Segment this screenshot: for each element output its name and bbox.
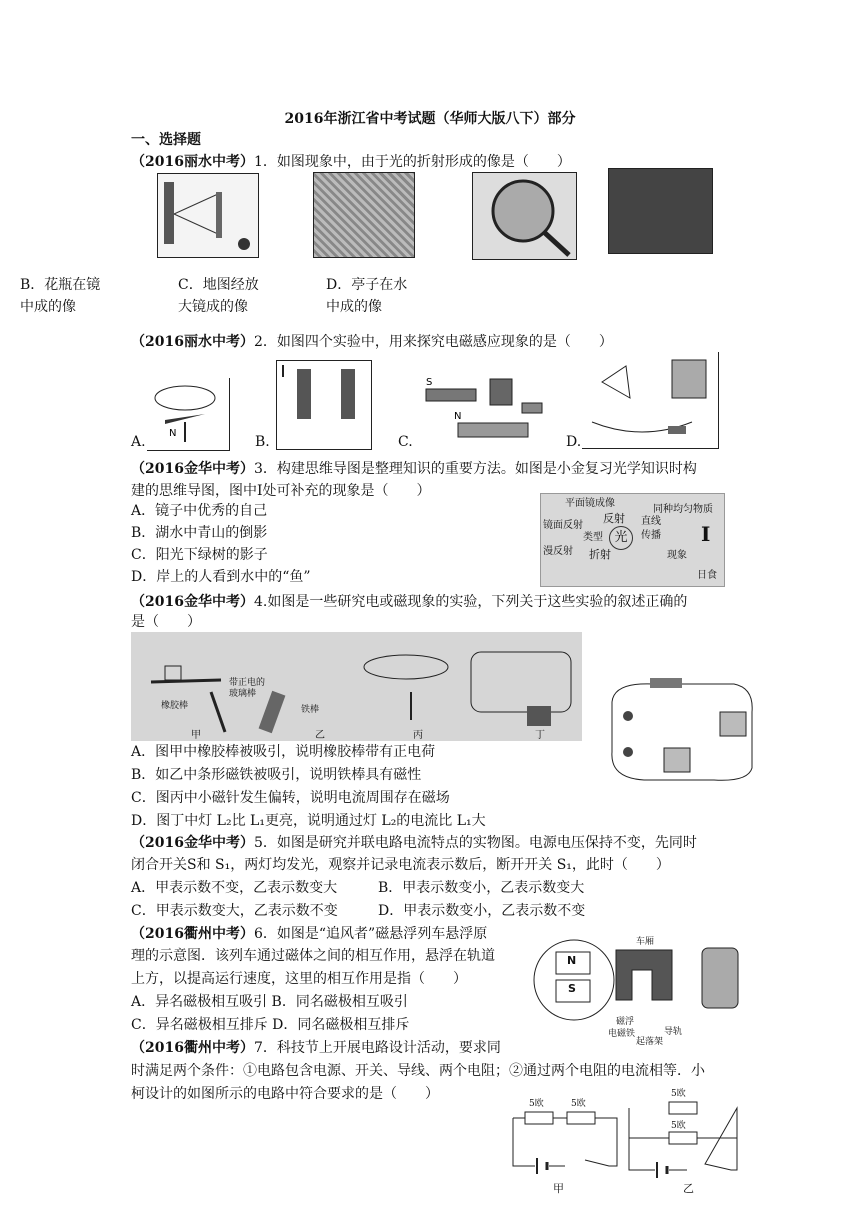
motor-diagram: [582, 352, 718, 448]
question-6-line3: 上方，以提高运行速度，这里的相互作用是指（ ）: [131, 971, 467, 987]
mm-eclipse: 日食: [697, 570, 717, 581]
question-2: [131, 332, 613, 352]
svg-text:N: N: [169, 428, 177, 439]
question-text: 2．如图四个实验中，用来探究电磁感应现象的是（ ）: [253, 334, 613, 350]
question-3-line1: [131, 459, 697, 479]
question-source: （2016衢州中考）: [131, 926, 254, 942]
mm-plane-mirror: 平面镜成像: [565, 498, 615, 509]
mm-phenomenon: 现象: [667, 550, 687, 561]
maglev-diagram: [532, 930, 744, 1048]
mm-medium: 同种均匀物质: [653, 504, 713, 515]
question-source: （2016衢州中考）: [131, 1040, 254, 1056]
question-5-line1: [131, 833, 697, 853]
question-source: （2016金华中考）: [131, 835, 254, 851]
resistor-label-1: 5欧: [529, 1099, 544, 1109]
fig-label-ding: 丁: [535, 730, 545, 741]
svg-text:S: S: [426, 377, 433, 388]
q4-option-d: D．图丁中灯 L₂比 L₁更亮，说明通过灯 L₂的电流比 L₁大: [131, 813, 486, 829]
question-7-line2: 时满足两个条件：①电路包含电源、开关、导线、两个电阻；②通过两个电阻的电流相等．小: [131, 1063, 705, 1079]
q4-experiments: [131, 632, 582, 741]
question-7-line3: 柯设计的如图所示的电路中符合要求的是（ ）: [131, 1086, 439, 1102]
question-1: [131, 152, 571, 172]
induction-diagram: [418, 373, 553, 448]
mm-straight1: 直线: [641, 516, 661, 527]
option-d-line2: 中成的像: [326, 299, 382, 315]
figure-magnifier: [472, 172, 577, 260]
mm-straight2: 传播: [641, 530, 661, 541]
q2-label-b: B.: [255, 434, 270, 450]
q2-label-c: C.: [398, 434, 413, 450]
option-d-line1: D．亭子在水: [326, 277, 408, 293]
question-6-line2: 理的示意图．该列车通过磁体之间的相互作用，悬浮在轨道: [131, 948, 495, 964]
q5-option-d: D．甲表示数变小，乙表示数不变: [378, 903, 586, 919]
figure-pavilion-reflection: [608, 168, 713, 254]
question-4-line2: 是（ ）: [131, 614, 201, 630]
mm-refraction: 折射: [589, 548, 611, 561]
resistor-label-4: 5欧: [671, 1121, 686, 1131]
q6-options-ab: A．异名磁极相互吸引 B．同名磁极相互吸引: [131, 994, 408, 1010]
question-6-line1: [131, 924, 487, 944]
question-text: 5．如图是研究并联电路电流特点的实物图。电源电压保持不变，先同时: [253, 835, 697, 851]
option-c-line1: C．地图经放: [178, 277, 259, 293]
note-rubber: 橡胶棒: [161, 701, 189, 711]
question-7-line1: [131, 1038, 501, 1058]
q4-option-b: B．如乙中条形磁铁被吸引，说明铁棒具有磁性: [131, 767, 422, 783]
mm-type: 类型: [583, 532, 603, 543]
note-iron: 铁棒: [301, 705, 320, 715]
resistor-label-2: 5欧: [571, 1099, 586, 1109]
q5-option-a: A．甲表示数不变，乙表示数变大: [131, 880, 338, 896]
question-text: 1．如图现象中，由于光的折射形成的像是（ ）: [253, 154, 571, 170]
label-electromagnet: 电磁铁: [608, 1029, 636, 1039]
figure-q2-c: [418, 373, 553, 448]
option-b-line1: B．花瓶在镜: [20, 277, 101, 293]
figure-pinhole: [157, 173, 259, 258]
question-4-line1: [131, 592, 687, 612]
question-source: （2016金华中考）: [131, 461, 254, 477]
note-glass: 带正电的玻璃棒: [229, 678, 266, 699]
mm-marker: Ⅰ: [701, 522, 711, 546]
circuit-label-yi: 乙: [683, 1182, 694, 1195]
q6-options-cd: C．异名磁极相互排斥 D．同名磁极相互排斥: [131, 1017, 410, 1033]
option-b-line2: 中成的像: [20, 299, 76, 315]
q4-option-c: C．图丙中小磁针发生偏转，说明电流周围存在磁场: [131, 790, 450, 806]
fig-label-jia: 甲: [191, 730, 201, 741]
question-3-line2: 建的思维导图，图中Ⅰ处可补充的现象是（ ）: [131, 483, 431, 499]
question-source: （2016金华中考）: [131, 594, 254, 610]
section-heading: 一、选择题: [131, 132, 201, 148]
electromagnet-diagram: [277, 361, 371, 449]
figure-q2-a: [147, 378, 230, 451]
question-text: 7．科技节上开展电路设计活动，要求同: [253, 1040, 501, 1056]
compass-wire-diagram: [147, 378, 229, 450]
question-text: 6．如图是“追风者”磁悬浮列车悬浮原: [253, 926, 488, 942]
figure-q2-b: [276, 360, 372, 450]
resistor-label-3: 5欧: [671, 1089, 686, 1099]
parallel-circuit: [604, 672, 760, 784]
magnet-s-label: S: [568, 982, 576, 995]
magnet-n-label: N: [567, 954, 577, 967]
question-source: （2016丽水中考）: [131, 154, 254, 170]
label-frame: 起落架: [636, 1037, 664, 1047]
svg-text:N: N: [454, 411, 462, 422]
fig-label-bing: 丙: [413, 730, 423, 741]
q2-label-a: A.: [131, 434, 146, 450]
question-5-line2: 闭合开关S和 S₁，两灯均发光，观察并记录电流表示数后，断开开关 S₁，此时（ ）: [131, 857, 670, 873]
q3-option-a: A．镜子中优秀的自己: [131, 503, 268, 519]
mm-light: 光: [609, 526, 633, 550]
figure-maglev: [532, 930, 744, 1048]
option-c-line2: 大镜成的像: [178, 299, 248, 315]
q5-option-b: B．甲表示数变小，乙表示数变大: [378, 880, 585, 896]
figure-q7-circuits: [505, 1080, 745, 1198]
figure-q4-panel: [131, 632, 582, 741]
question-text: 4.如图是一些研究电或磁现象的实验，下列关于这些实验的叙述正确的: [253, 594, 688, 610]
q3-option-b: B．湖水中青山的倒影: [131, 525, 268, 541]
question-source: （2016丽水中考）: [131, 334, 254, 350]
figure-vase-mirror: [313, 172, 415, 258]
mm-specular: 镜面反射: [543, 520, 583, 531]
page-title: 2016年浙江省中考试题（华师大版八下）部分: [284, 111, 576, 127]
q2-label-d: D.: [566, 434, 582, 450]
q4-option-a: A．图甲中橡胶棒被吸引，说明橡胶棒带有正电荷: [131, 744, 436, 760]
question-text: 3．构建思维导图是整理知识的重要方法。如图是小金复习光学知识时构: [253, 461, 697, 477]
label-levitate: 磁浮: [616, 1017, 635, 1027]
mm-diffuse: 漫反射: [543, 546, 573, 557]
fig-label-yi: 乙: [315, 730, 325, 741]
magnifier-icon: [473, 173, 576, 259]
q5-option-c: C．甲表示数变大，乙表示数不变: [131, 903, 338, 919]
figure-q2-d: [582, 352, 719, 449]
q3-option-c: C．阳光下绿树的影子: [131, 547, 268, 563]
mm-reflection: 反射: [603, 512, 625, 525]
label-rail: 导轨: [664, 1027, 683, 1037]
circuit-label-jia: 甲: [553, 1182, 564, 1195]
pinhole-diagram: [158, 174, 258, 257]
figure-q5-circuit: [604, 672, 760, 784]
label-car: 车厢: [636, 937, 655, 947]
q3-option-d: D．岸上的人看到水中的“鱼”: [131, 569, 311, 585]
mind-map: [540, 493, 725, 587]
